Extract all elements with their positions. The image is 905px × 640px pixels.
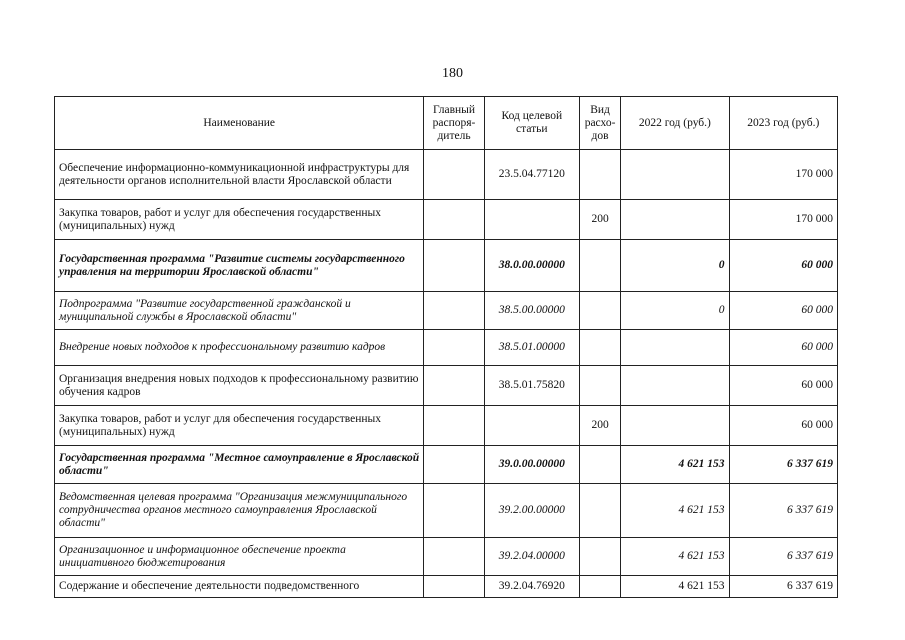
row-target-code: 38.5.01.75820 — [484, 366, 579, 406]
row-year-2022 — [621, 200, 729, 240]
row-name: Внедрение новых подходов к профессиональному развитию кадров — [55, 330, 424, 366]
row-target-code: 38.5.01.00000 — [484, 330, 579, 366]
table-row — [55, 406, 838, 446]
row-year-2022 — [621, 150, 729, 200]
row-year-2023: 6 337 619 — [729, 576, 837, 598]
row-year-2023: 60 000 — [729, 330, 837, 366]
row-main-manager — [424, 406, 484, 446]
row-year-2022 — [621, 330, 729, 366]
row-year-2023: 6 337 619 — [729, 446, 837, 484]
row-main-manager — [424, 330, 484, 366]
row-year-2023: 6 337 619 — [729, 538, 837, 576]
row-main-manager — [424, 446, 484, 484]
row-expense-type — [579, 538, 620, 576]
header-expense-type: Вид расхо-дов — [579, 97, 620, 150]
row-year-2023: 6 337 619 — [729, 484, 837, 538]
row-name: Закупка товаров, работ и услуг для обеспечения государственных (муниципальных) нужд — [55, 406, 424, 446]
row-main-manager — [424, 484, 484, 538]
row-target-code: 38.5.00.00000 — [484, 292, 579, 330]
row-main-manager — [424, 366, 484, 406]
row-expense-type — [579, 484, 620, 538]
row-year-2023: 170 000 — [729, 150, 837, 200]
row-name: Организация внедрения новых подходов к профессиональному развитию обучения кадров — [55, 366, 424, 406]
row-expense-type — [579, 330, 620, 366]
table-row — [55, 200, 838, 240]
row-expense-type — [579, 292, 620, 330]
table-header-row — [55, 97, 838, 150]
row-name: Ведомственная целевая программа "Организация межмуниципального сотрудничества органов местного самоуправления Ярославской области" — [55, 484, 424, 538]
table-row — [55, 150, 838, 200]
row-name: Государственная программа "Развитие системы государственного управления на территории Ярославской области" — [55, 240, 424, 292]
header-main-manager: Главный распоря-дитель — [424, 97, 484, 150]
row-year-2022: 4 621 153 — [621, 484, 729, 538]
row-target-code: 38.0.00.00000 — [484, 240, 579, 292]
row-expense-type — [579, 150, 620, 200]
row-name: Содержание и обеспечение деятельности подведомственного — [55, 576, 424, 598]
row-target-code: 39.2.04.00000 — [484, 538, 579, 576]
row-year-2022: 4 621 153 — [621, 446, 729, 484]
row-main-manager — [424, 150, 484, 200]
page-number: 180 — [442, 66, 463, 81]
row-year-2023: 170 000 — [729, 200, 837, 240]
table-row — [55, 484, 838, 538]
table-row — [55, 330, 838, 366]
header-year-2023: 2023 год (руб.) — [729, 97, 837, 150]
header-year-2022: 2022 год (руб.) — [621, 97, 729, 150]
row-expense-type: 200 — [579, 406, 620, 446]
table-row — [55, 538, 838, 576]
row-year-2023: 60 000 — [729, 292, 837, 330]
row-target-code: 39.2.00.00000 — [484, 484, 579, 538]
row-year-2022: 0 — [621, 292, 729, 330]
row-expense-type: 200 — [579, 200, 620, 240]
row-expense-type — [579, 576, 620, 598]
header-name: Наименование — [55, 97, 424, 150]
row-target-code — [484, 200, 579, 240]
row-main-manager — [424, 200, 484, 240]
row-year-2022: 0 — [621, 240, 729, 292]
row-year-2022: 4 621 153 — [621, 576, 729, 598]
row-name: Закупка товаров, работ и услуг для обеспечения государственных (муниципальных) нужд — [55, 200, 424, 240]
table-row — [55, 240, 838, 292]
row-year-2022 — [621, 406, 729, 446]
row-target-code — [484, 406, 579, 446]
row-main-manager — [424, 538, 484, 576]
row-name: Подпрограмма "Развитие государственной гражданской и муниципальной службы в Ярославской области" — [55, 292, 424, 330]
row-expense-type — [579, 446, 620, 484]
table-row — [55, 576, 838, 598]
row-expense-type — [579, 240, 620, 292]
row-year-2022 — [621, 366, 729, 406]
budget-table — [54, 96, 838, 598]
row-target-code: 39.2.04.76920 — [484, 576, 579, 598]
table-row — [55, 446, 838, 484]
header-target-code: Код целевой статьи — [484, 97, 579, 150]
row-name: Обеспечение информационно-коммуникационной инфраструктуры для деятельности органов исполнительной власти Ярославской области — [55, 150, 424, 200]
row-name: Организационное и информационное обеспечение проекта инициативного бюджетирования — [55, 538, 424, 576]
table-row — [55, 292, 838, 330]
row-target-code: 23.5.04.77120 — [484, 150, 579, 200]
row-main-manager — [424, 240, 484, 292]
row-main-manager — [424, 576, 484, 598]
row-year-2022: 4 621 153 — [621, 538, 729, 576]
table-row — [55, 366, 838, 406]
row-expense-type — [579, 366, 620, 406]
row-name: Государственная программа "Местное самоуправление в Ярославской области" — [55, 446, 424, 484]
row-target-code: 39.0.00.00000 — [484, 446, 579, 484]
row-main-manager — [424, 292, 484, 330]
row-year-2023: 60 000 — [729, 240, 837, 292]
row-year-2023: 60 000 — [729, 406, 837, 446]
row-year-2023: 60 000 — [729, 366, 837, 406]
